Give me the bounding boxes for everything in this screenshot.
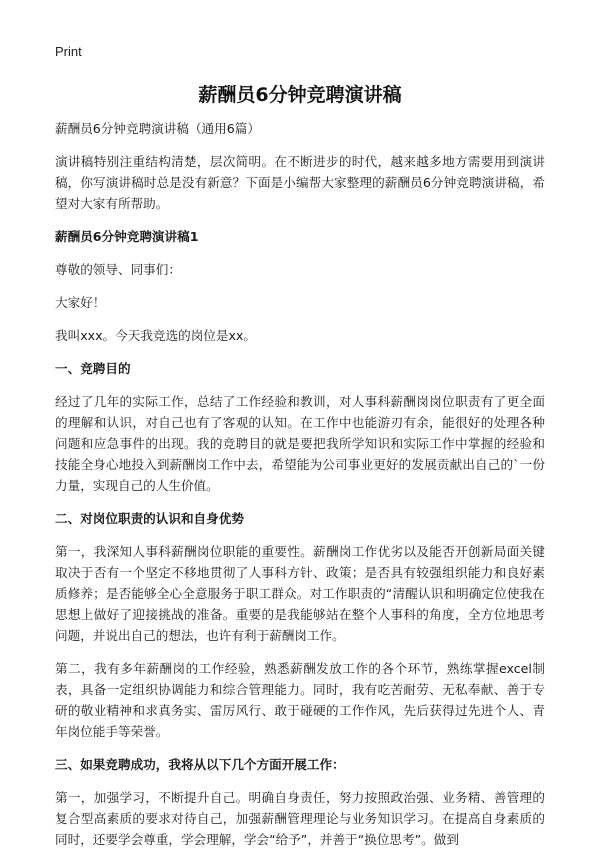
heading-1: 一、竞聘目的 [55, 361, 131, 376]
heading-2: 二、对岗位职责的认识和自身优势 [55, 511, 244, 526]
paragraph-3: 第二，我有多年薪酬岗的工作经验，熟悉薪酬发放工作的各个环节，熟练掌握excel制表，具备一定组织协调能力和综合管理能力。同时，我有吃苦耐劳、无私奉献、善于专研的敬业精神和求真务实、雷厉风行、敢于碰硬的工作作风，先后获得过先进个人、青年岗位能手等荣誉。 [55, 661, 545, 739]
intro-paragraph: 演讲稿特别注重结构清楚，层次简明。在不断进步的时代，越来越多地方需要用到演讲稿，你写演讲稿时总是没有新意？下面是小编帮大家整理的薪酬员6分钟竞聘演讲稿，希望对大家有所帮助。 [55, 154, 545, 211]
document-title: 薪酬员6分钟竞聘演讲稿 [198, 84, 402, 106]
self-intro: 我叫xxx。今天我竞选的岗位是xx。 [55, 328, 256, 343]
subtitle: 薪酬员6分钟竞聘演讲稿（通用6篇） [55, 121, 260, 136]
hello-line: 大家好！ [55, 295, 106, 310]
paragraph-4: 第一，加强学习，不断提升自己。明确自身责任，努力按照政治强、业务精、善管理的复合型高素质的要求对待自己，加强薪酬管理理论与业务知识学习。在提高自身素质的同时，还要学会尊重，学会理解，学会“给予”，并善于“换位思考”。做到 [55, 790, 545, 847]
greeting: 尊敬的领导、同事们： [55, 262, 181, 277]
section-title: 薪酬员6分钟竞聘演讲稿1 [55, 229, 199, 244]
paragraph-2: 第一，我深知人事科薪酬岗位职能的重要性。薪酬岗工作优劣以及能否开创新局面关键取决于否有一个坚定不移地贯彻了人事科方针、政策；是否具有较强组织能力和良好素质修养；是否能够全心全意服务于职工群众。对工作职责的“清醒认识和明确定位使我在思想上做好了迎接挑战的准备。重要的是我能够站在整个人事科的角度，全方位地思考问题，并说出自己的想法，也许有利于薪酬岗工作。 [55, 544, 545, 643]
document-body [55, 118, 545, 862]
heading-3: 三、如果竞聘成功，我将从以下几个方面开展工作： [55, 757, 345, 772]
print-label[interactable]: Print [55, 44, 82, 59]
paragraph-1: 经过了几年的实际工作，总结了工作经验和教训，对人事科薪酬岗岗位职责有了更全面的理解和认识，对自己也有了客观的认知。在工作中也能游刃有余，能很好的处理各种问题和应急事件的出现。我的竞聘目的就是要把我所学知识和实际工作中掌握的经验和技能全身心地投入到薪酬岗工作中去，希望能为公司事业更好的发展贡献出自己的`一份力量，实现自己的人生价值。 [55, 394, 545, 493]
